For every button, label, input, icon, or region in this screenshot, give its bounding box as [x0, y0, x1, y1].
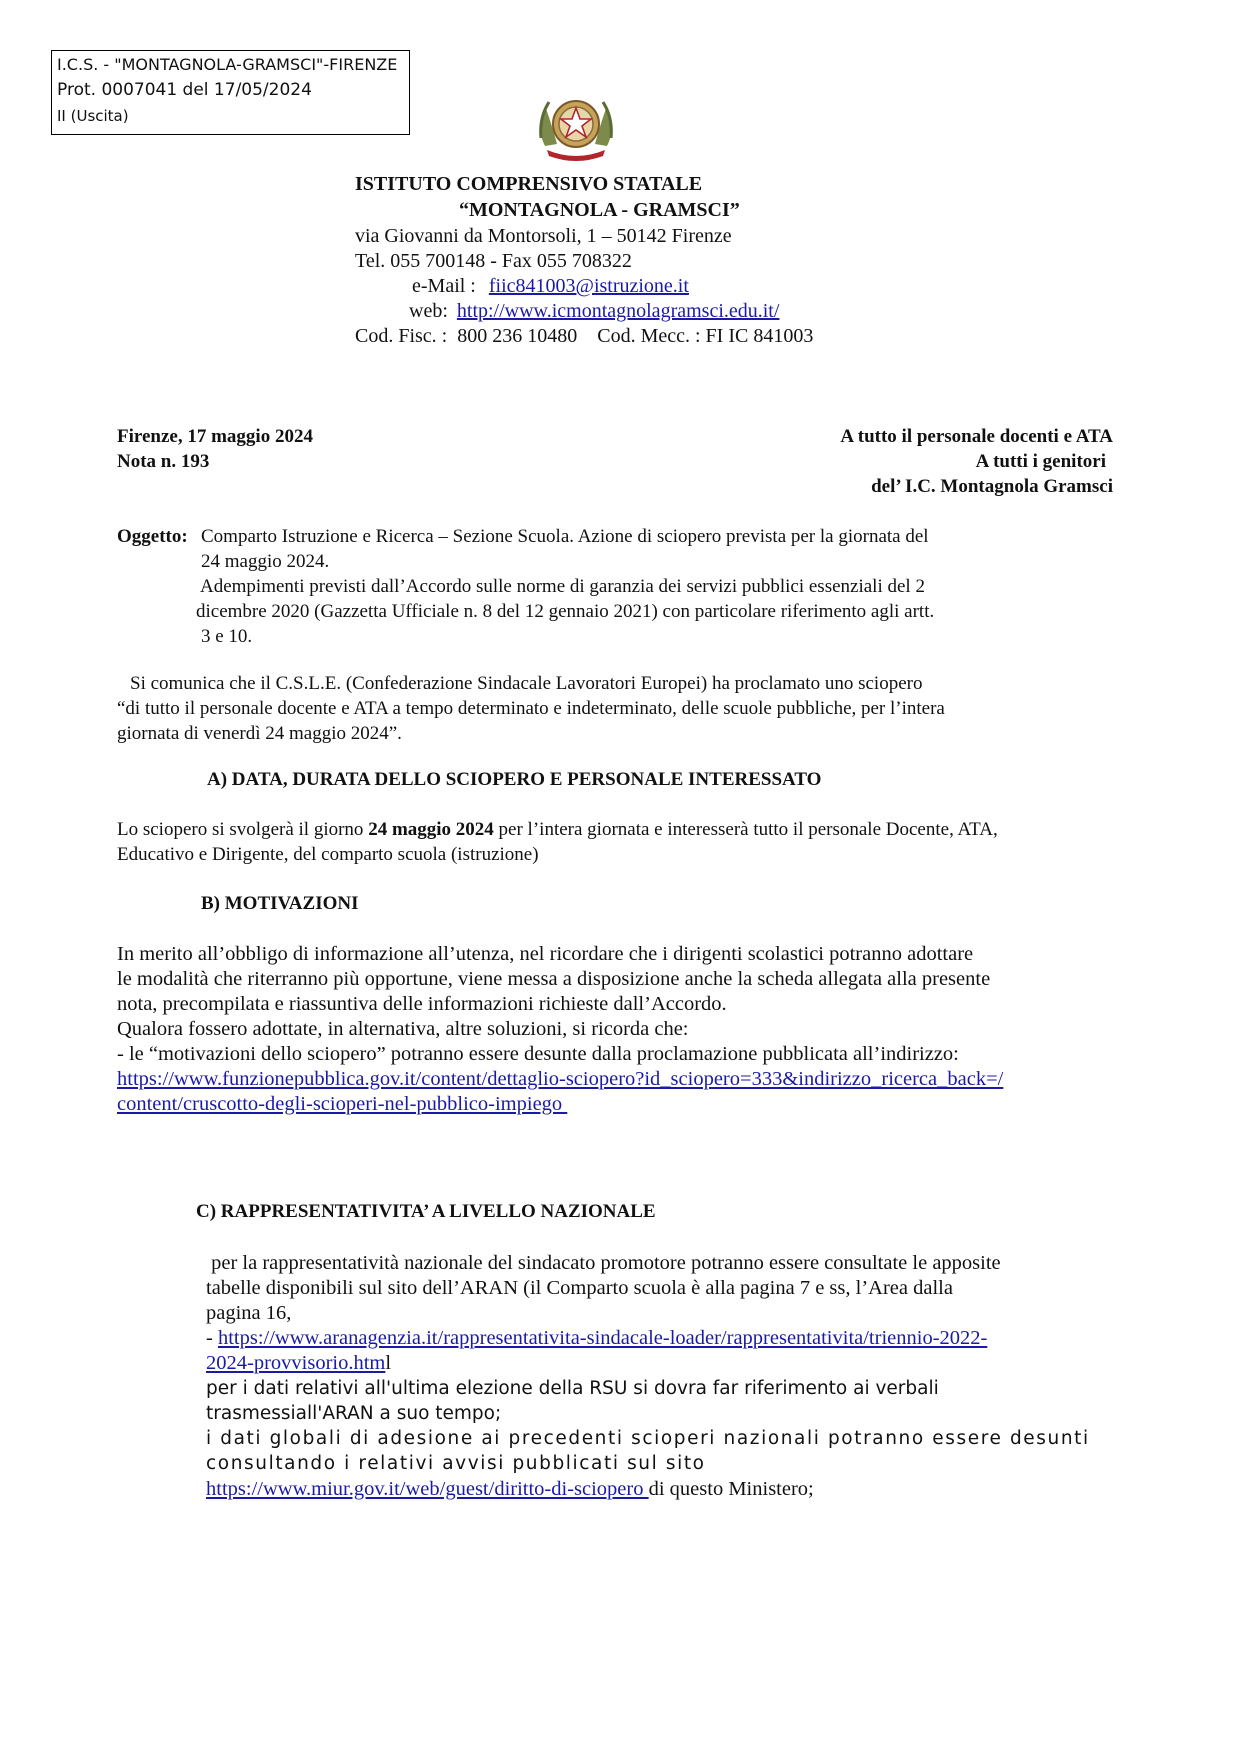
email-label: e-Mail :	[412, 275, 476, 297]
section-a-line-1-start: Lo sciopero si svolgerà il giorno	[117, 819, 369, 840]
stamp-school-line: I.C.S. - "MONTAGNOLA-GRAMSCI"-FIRENZE	[57, 55, 398, 74]
subject-line-5: 3 e 10.	[201, 626, 253, 647]
institute-email-row	[412, 275, 689, 298]
aran-link-part-1[interactable]: https://www.aranagenzia.it/rappresentativita-sindacale-loader/rappresentativita/triennio-2022-	[217, 1327, 988, 1349]
section-c-line-1: per la rappresentatività nazionale del sindacato promotore potranno essere consultate le apposite	[206, 1252, 1001, 1274]
intro-line-2: “di tutto il personale docente e ATA a tempo determinato e indeterminato, delle scuole pubbliche, per l’intera	[117, 698, 945, 719]
section-c-line-2: tabelle disponibili sul sito dell’ARAN (il Comparto scuola è alla pagina 7 e ss, l’Area dalla	[206, 1277, 953, 1299]
aran-link-part-2[interactable]: 2024-provvisorio.htm	[206, 1352, 386, 1374]
section-c-title: C) RAPPRESENTATIVITA’ A LIVELLO NAZIONALE	[196, 1201, 656, 1222]
miur-link[interactable]: https://www.miur.gov.it/web/guest/diritto-di-sciopero	[206, 1478, 649, 1500]
aran-link-row-2	[206, 1352, 391, 1375]
recipient-staff: A tutto il personale docenti e ATA	[840, 426, 1113, 447]
stamp-direction-line: II (Uscita)	[57, 107, 129, 125]
section-b-line-1: In merito all’obbligo di informazione all’utenza, nel ricordare che i dirigenti scolastici potranno adottare	[117, 943, 974, 965]
recipient-school: del’ I.C. Montagnola Gramsci	[871, 476, 1113, 497]
section-a-line-1	[117, 819, 998, 841]
web-link[interactable]: http://www.icmontagnolagramsci.edu.it/	[456, 300, 780, 322]
adhesion-line-2: consultando i relativi avvisi pubblicati sul sito	[206, 1453, 706, 1474]
section-b-line-4: Qualora fossero adottate, in alternativa, altre soluzioni, si ricorda che:	[117, 1018, 689, 1040]
rsu-line-2: trasmessiall'ARAN a suo tempo;	[206, 1403, 502, 1424]
protocol-stamp	[51, 50, 410, 135]
institute-web-row	[409, 300, 779, 323]
email-link[interactable]: fiic841003@istruzione.it	[488, 275, 689, 297]
section-b-line-3: nota, precompilata e riassuntiva delle informazioni richieste dall’Accordo.	[117, 993, 727, 1015]
section-b-title: B) MOTIVAZIONI	[201, 893, 359, 914]
subject-label: Oggetto:	[117, 526, 188, 547]
section-b-line-5: - le “motivazioni dello sciopero” potranno essere desunte dalla proclamazione pubblicata all’indirizzo:	[117, 1043, 959, 1065]
document-date: Firenze, 17 maggio 2024	[117, 426, 313, 447]
section-a-line-2: Educativo e Dirigente, del comparto scuola (istruzione)	[117, 844, 539, 865]
intro-line-1: Si comunica che il C.S.L.E. (Confederazione Sindacale Lavoratori Europei) ha proclamato uno sciopero	[130, 673, 923, 694]
adhesion-line-1: i dati globali di adesione ai precedenti scioperi nazionali potranno essere desunti	[206, 1428, 1090, 1449]
institute-codes: Cod. Fisc. : 800 236 10480 Cod. Mecc. : FI IC 841003	[355, 325, 814, 347]
strike-date: 24 maggio 2024	[368, 819, 494, 840]
document-number: Nota n. 193	[117, 451, 210, 472]
institute-title: ISTITUTO COMPRENSIVO STATALE	[355, 173, 703, 195]
funzione-pubblica-link-line-1[interactable]: https://www.funzionepubblica.gov.it/content/dettaglio-sciopero?id_sciopero=333&indirizzo_ricerca_back=/	[117, 1068, 1004, 1090]
section-a-title: A) DATA, DURATA DELLO SCIOPERO E PERSONALE INTERESSATO	[207, 769, 822, 790]
institute-phone: Tel. 055 700148 - Fax 055 708322	[355, 250, 632, 272]
section-c-line-3: pagina 16,	[206, 1302, 292, 1324]
intro-line-3: giornata di venerdì 24 maggio 2024”.	[117, 723, 402, 744]
aran-prefix: -	[206, 1327, 218, 1349]
aran-suffix: l	[385, 1352, 392, 1374]
recipient-parents: A tutti i genitori	[975, 451, 1106, 472]
subject-line-1: Comparto Istruzione e Ricerca – Sezione Scuola. Azione di sciopero prevista per la giornata del	[201, 526, 929, 547]
institute-name: “MONTAGNOLA - GRAMSCI”	[459, 199, 740, 221]
section-a-line-1-end: per l’intera giornata e interesserà tutto il personale Docente, ATA,	[493, 819, 998, 840]
republic-emblem-icon	[531, 88, 621, 166]
stamp-protocol-line: Prot. 0007041 del 17/05/2024	[57, 80, 312, 100]
miur-link-row	[206, 1478, 814, 1501]
subject-line-4: dicembre 2020 (Gazzetta Ufficiale n. 8 del 12 gennaio 2021) con particolare riferimento agli artt.	[196, 601, 935, 622]
miur-suffix: di questo Ministero;	[648, 1478, 814, 1500]
institute-address: via Giovanni da Montorsoli, 1 – 50142 Firenze	[355, 225, 732, 247]
web-label: web:	[409, 300, 448, 322]
subject-line-3: Adempimenti previsti dall’Accordo sulle norme di garanzia dei servizi pubblici essenziali del 2	[200, 576, 925, 597]
aran-link-row-1	[206, 1327, 987, 1350]
rsu-line-1: per i dati relativi all'ultima elezione della RSU si dovra far riferimento ai verbali	[206, 1378, 939, 1399]
funzione-pubblica-link-line-2[interactable]: content/cruscotto-degli-scioperi-nel-pubblico-impiego	[117, 1093, 568, 1115]
subject-line-2: 24 maggio 2024.	[201, 551, 330, 572]
section-b-line-2: le modalità che riterranno più opportune, viene messa a disposizione anche la scheda allegata alla presente	[117, 968, 991, 990]
